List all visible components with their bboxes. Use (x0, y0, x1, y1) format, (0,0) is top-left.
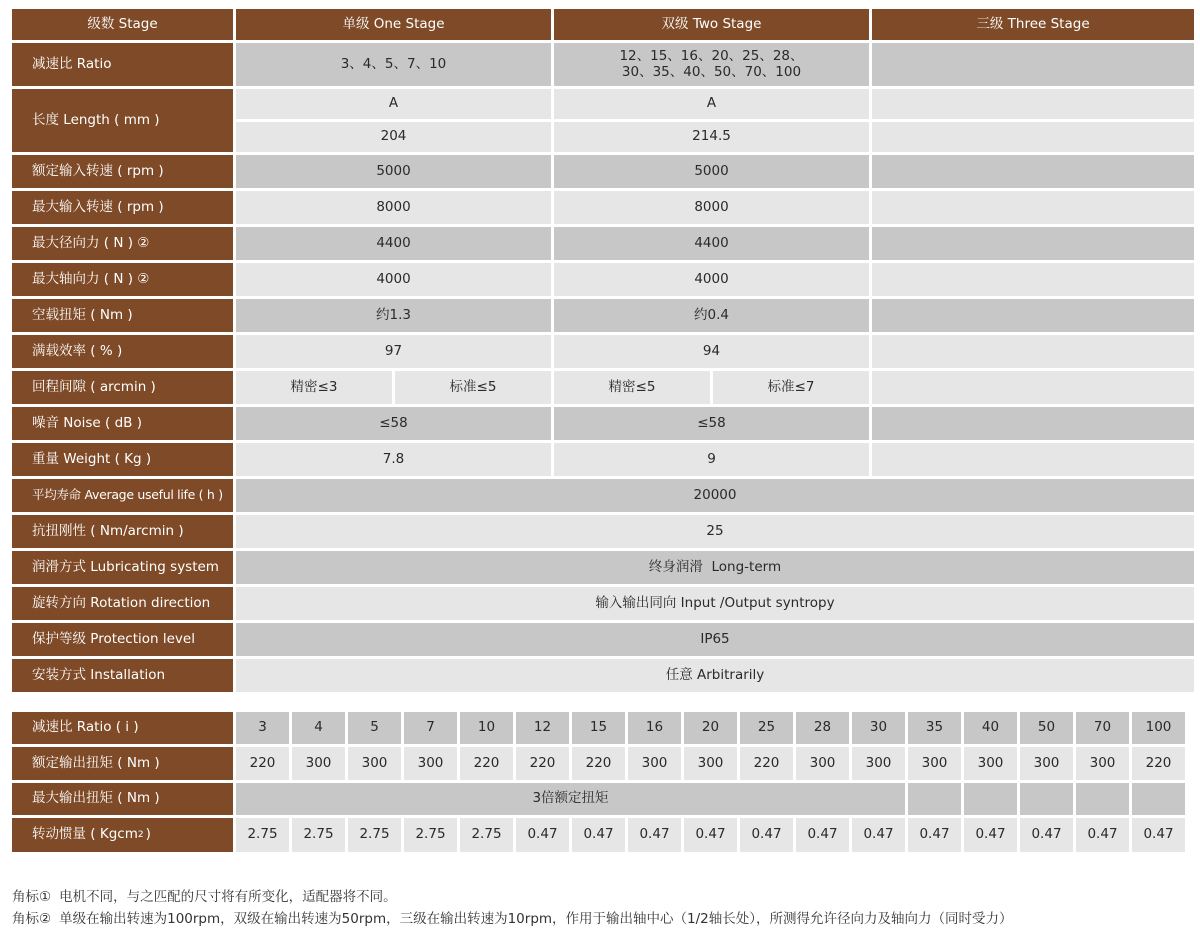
footnote-1 (12, 886, 1013, 908)
row-label-max-speed: 最大输入转速 ( rpm ) (12, 191, 233, 224)
inertia-cell: 0.47 (1076, 818, 1129, 852)
inertia-cell: 0.47 (684, 818, 737, 852)
max-axial-two: 4000 (554, 263, 869, 296)
inertia-cell: 0.47 (908, 818, 961, 852)
life-value: 20000 (236, 479, 1194, 512)
rated-speed-one: 5000 (236, 155, 551, 188)
backlash-one-precision: 精密≤3 (236, 371, 392, 404)
ratio-i-cell: 12 (516, 712, 569, 744)
ratio-i-cell: 7 (404, 712, 457, 744)
row-label-lubrication: 润滑方式 Lubricating system (12, 551, 233, 584)
efficiency-two: 94 (554, 335, 869, 368)
rated-torque-cell: 300 (964, 747, 1017, 780)
max-torque-three-4 (1076, 783, 1129, 815)
header-two-stage: 双级 Two Stage (554, 9, 869, 40)
rated-torque-cell: 220 (516, 747, 569, 780)
header-one-stage: 单级 One Stage (236, 9, 551, 40)
ratio-i-cell: 28 (796, 712, 849, 744)
inertia-cell: 0.47 (1132, 818, 1185, 852)
efficiency-three (872, 335, 1194, 368)
row-label-rotation: 旋转方向 Rotation direction (12, 587, 233, 620)
no-load-torque-one: 约1.3 (236, 299, 551, 332)
rated-torque-cell: 300 (628, 747, 681, 780)
rated-torque-cell: 300 (1076, 747, 1129, 780)
row-label-inertia (12, 818, 233, 852)
max-radial-two: 4400 (554, 227, 869, 260)
ratio-i-cell: 100 (1132, 712, 1185, 744)
row-label-max-radial: 最大径向力 ( N ) ② (12, 227, 233, 260)
header-three-stage: 三级 Three Stage (872, 9, 1194, 40)
footnote-1-mark: 角标① (12, 889, 52, 905)
ratio-one: 3、4、5、7、10 (236, 43, 551, 86)
ratio-i-cell: 20 (684, 712, 737, 744)
rated-torque-cell: 220 (460, 747, 513, 780)
max-torque-three-2 (964, 783, 1017, 815)
row-label-weight: 重量 Weight ( Kg ) (12, 443, 233, 476)
row-label-ratio: 减速比 Ratio (12, 43, 233, 86)
weight-two: 9 (554, 443, 869, 476)
inertia-cell: 0.47 (572, 818, 625, 852)
row-label-life: 平均寿命 Average useful life ( h ) (12, 479, 233, 512)
footnote-1-text: 电机不同，与之匹配的尺寸将有所变化，适配器将不同。 (59, 889, 397, 905)
max-axial-one: 4000 (236, 263, 551, 296)
row-label-efficiency: 满载效率 ( % ) (12, 335, 233, 368)
no-load-torque-three (872, 299, 1194, 332)
max-torque-three-1 (908, 783, 961, 815)
max-torque-value: 3倍额定扭矩 (236, 783, 905, 815)
max-torque-three-5 (1132, 783, 1185, 815)
noise-two: ≤58 (554, 407, 869, 440)
inertia-cell: 2.75 (460, 818, 513, 852)
inertia-cell: 0.47 (516, 818, 569, 852)
max-speed-two: 8000 (554, 191, 869, 224)
rated-torque-cell: 300 (348, 747, 401, 780)
backlash-two-precision: 精密≤5 (554, 371, 710, 404)
rated-torque-cell: 300 (908, 747, 961, 780)
rated-torque-cell: 220 (1132, 747, 1185, 780)
length-two-b: 214.5 (554, 122, 869, 152)
max-axial-three (872, 263, 1194, 296)
length-two-a: A (554, 89, 869, 119)
rated-torque-cell: 300 (1020, 747, 1073, 780)
rated-torque-cell: 300 (404, 747, 457, 780)
length-three-a (872, 89, 1194, 119)
row-label-ratio-i: 减速比 Ratio ( i ) (12, 712, 233, 744)
ratio-i-cell: 70 (1076, 712, 1129, 744)
ratio-two-line1: 12、15、16、20、25、28、 (619, 47, 804, 64)
rated-torque-cell: 300 (292, 747, 345, 780)
inertia-cell: 2.75 (348, 818, 401, 852)
max-speed-one: 8000 (236, 191, 551, 224)
ratio-i-cell: 10 (460, 712, 513, 744)
length-three-b (872, 122, 1194, 152)
inertia-label-sup: 2 (137, 829, 144, 840)
inertia-label-close: ) (145, 826, 151, 843)
rated-torque-cell: 220 (236, 747, 289, 780)
max-radial-one: 4400 (236, 227, 551, 260)
row-label-rated-speed: 额定输入转速 ( rpm ) (12, 155, 233, 188)
length-one-a: A (236, 89, 551, 119)
ratio-i-cell: 16 (628, 712, 681, 744)
length-one-b: 204 (236, 122, 551, 152)
ratio-two (554, 43, 869, 86)
ratio-three (872, 43, 1194, 86)
row-label-protection: 保护等级 Protection level (12, 623, 233, 656)
max-radial-three (872, 227, 1194, 260)
inertia-cell: 0.47 (740, 818, 793, 852)
backlash-three (872, 371, 1194, 404)
row-label-installation: 安装方式 Installation (12, 659, 233, 692)
noise-one: ≤58 (236, 407, 551, 440)
row-label-backlash: 回程间隙 ( arcmin ) (12, 371, 233, 404)
rated-torque-cell: 220 (740, 747, 793, 780)
ratio-i-cell: 4 (292, 712, 345, 744)
rated-torque-cell: 220 (572, 747, 625, 780)
inertia-cell: 0.47 (852, 818, 905, 852)
efficiency-one: 97 (236, 335, 551, 368)
ratio-i-cell: 25 (740, 712, 793, 744)
row-label-length: 长度 Length ( mm ) (12, 89, 233, 152)
footnote-2-text: 单级在输出转速为100rpm，双级在输出转速为50rpm，三级在输出转速为10rpm，作用于输出轴中心（1/2轴长处），所测得允许径向力及轴向力（同时受力） (59, 911, 1013, 927)
row-label-stiffness: 抗扭刚性 ( Nm/arcmin ) (12, 515, 233, 548)
inertia-cell: 2.75 (404, 818, 457, 852)
backlash-one-standard: 标准≤5 (395, 371, 551, 404)
row-label-no-load-torque: 空载扭矩 ( Nm ) (12, 299, 233, 332)
weight-three (872, 443, 1194, 476)
rated-speed-three (872, 155, 1194, 188)
inertia-cell: 0.47 (628, 818, 681, 852)
ratio-i-cell: 35 (908, 712, 961, 744)
footnote-2 (12, 908, 1013, 930)
inertia-label-text: 转动惯量 ( Kgcm (32, 826, 138, 843)
inertia-cell: 2.75 (236, 818, 289, 852)
ratio-i-cell: 5 (348, 712, 401, 744)
rated-torque-cell: 300 (852, 747, 905, 780)
rotation-value: 输入输出同向 Input /Output syntropy (236, 587, 1194, 620)
weight-one: 7.8 (236, 443, 551, 476)
max-speed-three (872, 191, 1194, 224)
inertia-cell: 2.75 (292, 818, 345, 852)
stiffness-value: 25 (236, 515, 1194, 548)
ratio-i-cell: 3 (236, 712, 289, 744)
header-stage: 级数 Stage (12, 9, 233, 40)
footnote-2-mark: 角标② (12, 911, 52, 927)
rated-torque-cell: 300 (796, 747, 849, 780)
rated-torque-cell: 300 (684, 747, 737, 780)
no-load-torque-two: 约0.4 (554, 299, 869, 332)
ratio-i-cell: 50 (1020, 712, 1073, 744)
inertia-cell: 0.47 (796, 818, 849, 852)
ratio-i-cell: 30 (852, 712, 905, 744)
row-label-rated-torque: 额定输出扭矩 ( Nm ) (12, 747, 233, 780)
lubrication-value: 终身润滑 Long-term (236, 551, 1194, 584)
ratio-i-cell: 40 (964, 712, 1017, 744)
rated-speed-two: 5000 (554, 155, 869, 188)
row-label-max-axial: 最大轴向力 ( N ) ② (12, 263, 233, 296)
noise-three (872, 407, 1194, 440)
row-label-max-torque: 最大输出扭矩 ( Nm ) (12, 783, 233, 815)
inertia-cell: 0.47 (964, 818, 1017, 852)
spec-table (12, 9, 1184, 692)
max-torque-three-3 (1020, 783, 1073, 815)
torque-table (12, 712, 1184, 852)
backlash-two-standard: 标准≤7 (713, 371, 869, 404)
ratio-two-line2: 30、35、40、50、70、100 (621, 63, 802, 80)
installation-value: 任意 Arbitrarily (236, 659, 1194, 692)
protection-value: IP65 (236, 623, 1194, 656)
inertia-cell: 0.47 (1020, 818, 1073, 852)
row-label-noise: 噪音 Noise ( dB ) (12, 407, 233, 440)
footnotes (12, 886, 1013, 930)
ratio-i-cell: 15 (572, 712, 625, 744)
